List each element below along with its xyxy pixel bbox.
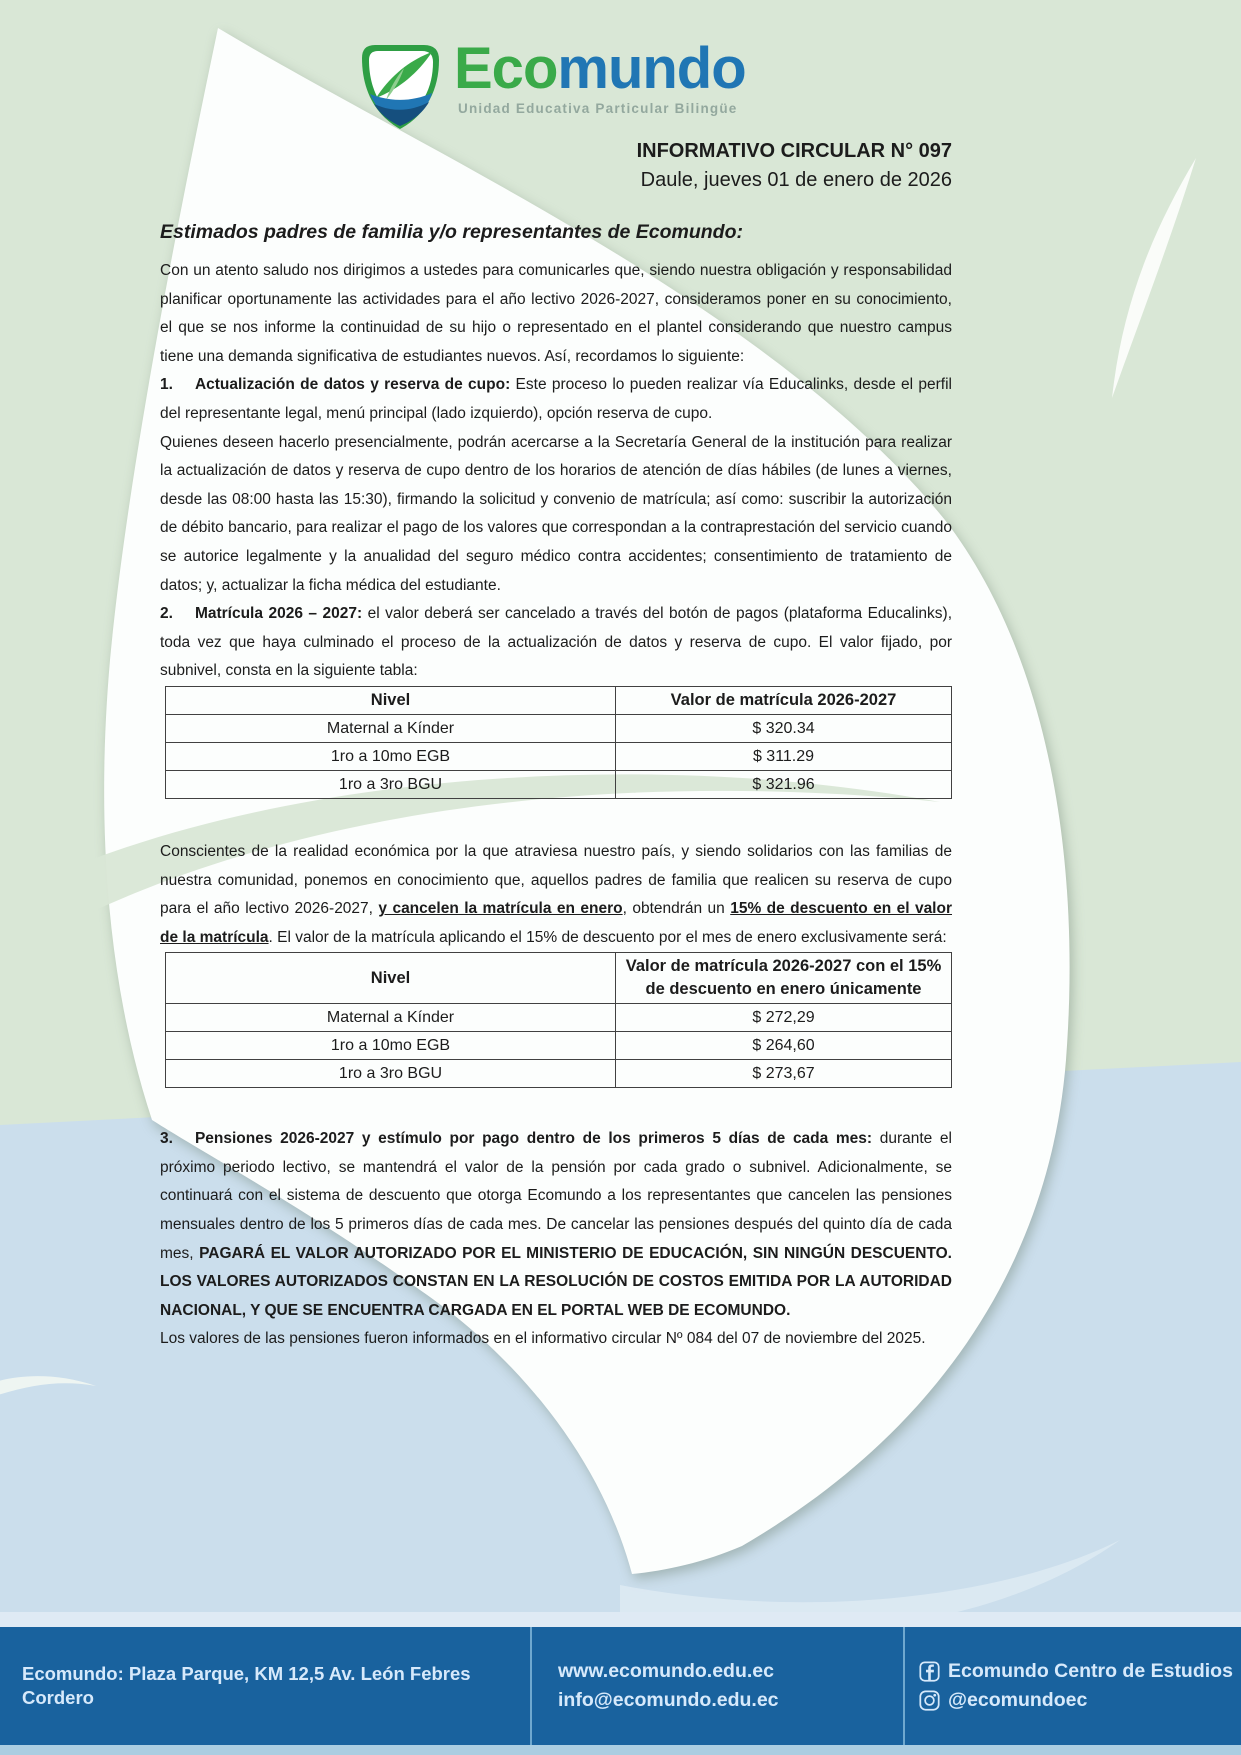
table1-cell: 1ro a 3ro BGU bbox=[166, 770, 616, 798]
intro-paragraph: Con un atento saludo nos dirigimos a ustedes para comunicarles que, siendo nuestra obligación y responsabilidad planificar oportunamente las actividades para el año lectivo 2026-2027, consideramos poner en su conocimiento, el que se nos informe la continuidad de su hijo o representado en el plantel considerando que nuestro campus tiene una demanda significativa de estudiantes nuevos. Así, recordamos lo siguiente: bbox=[160, 262, 952, 365]
document-heading bbox=[637, 137, 952, 195]
table2-cell: Maternal a Kínder bbox=[166, 1004, 616, 1032]
table2-cell: 1ro a 3ro BGU bbox=[166, 1060, 616, 1088]
table-row bbox=[166, 1060, 952, 1088]
salutation: Estimados padres de familia y/o representantes de Ecomundo: bbox=[160, 221, 744, 243]
table2-header-nivel: Nivel bbox=[166, 953, 616, 1004]
item-3-caps: PAGARÁ EL VALOR AUTORIZADO POR EL MINISTERIO DE EDUCACIÓN, SIN NINGÚN DESCUENTO. LOS VALORES AUTORIZADOS CONSTAN EN LA RESOLUCIÓN DE COSTOS EMITIDA POR LA AUTORIDAD NACIONAL, Y QUE SE ENCUENTRA CARGADA EN EL PORTAL WEB DE ECOMUNDO. bbox=[160, 1244, 952, 1319]
item-1-paragraph bbox=[160, 371, 952, 428]
table2-cell: $ 264,60 bbox=[616, 1032, 952, 1060]
item-1-text: Este proceso lo pueden realizar vía Educalinks, desde el perfil del representante legal, menú principal (lado izquierdo), opción reserva de cupo. bbox=[160, 376, 952, 422]
footer-address-label: Ecomundo: bbox=[22, 1663, 124, 1684]
item-2-paragraph bbox=[160, 600, 952, 686]
table-header-row bbox=[166, 953, 952, 1004]
item-3-title: Pensiones 2026-2027 y estímulo por pago dentro de los primeros 5 días de cada mes: bbox=[194, 1130, 873, 1148]
footer-website: www.ecomundo.edu.ec bbox=[558, 1660, 774, 1682]
table-row bbox=[166, 742, 952, 770]
table1-header-nivel: Nivel bbox=[166, 686, 616, 714]
presencial-paragraph: Quienes deseen hacerlo presencialmente, podrán acercarse a la Secretaría General de la institución para realizar la actualización de datos y reserva de cupo dentro de los horarios de atención de días hábiles (de lunes a viernes, desde las 08:00 hasta las 15:30), firmando la solicitud y convenio de matrícula; así como: suscribir la autorización de débito bancario, para realizar el pago de los valores que correspondan a la contraprestación del servicio cuando se autorice legalmente y la anualidad del seguro médico contra accidentes; consentimiento de tratamiento de datos; y, actualizar la ficha médica del estudiante. bbox=[160, 433, 952, 594]
logo-wordmark bbox=[454, 38, 746, 116]
discount-paragraph bbox=[160, 838, 952, 952]
footer-email: info@ecomundo.edu.ec bbox=[558, 1689, 779, 1711]
closing-paragraph: Los valores de las pensiones fueron informados en el informativo circular Nº 084 del 07 de noviembre del 2025. bbox=[160, 1330, 926, 1348]
footer-instagram-line bbox=[919, 1686, 1241, 1715]
footer-top-strip bbox=[0, 1612, 1241, 1627]
table1-cell: 1ro a 10mo EGB bbox=[166, 742, 616, 770]
item-2-title: Matrícula 2026 – 2027: bbox=[194, 605, 363, 623]
circular-title: INFORMATIVO CIRCULAR N° 097 bbox=[636, 140, 952, 162]
footer-address-column bbox=[0, 1627, 530, 1745]
item-3-number: 3. bbox=[160, 1130, 173, 1148]
item-3-text: durante el próximo periodo lectivo, se mantendrá el valor de la pensión por cada grado o subnivel. Adicionalmente, se continuará con el sistema de descuento que otorga Ecomundo a los representantes que cancelen las pensiones mensuales dentro de los 5 primeros días de cada mes. De cancelar las pensiones después del quinto día de cada mes, bbox=[160, 1130, 952, 1262]
brand-mundo: mundo bbox=[557, 36, 746, 101]
table-header-row bbox=[166, 686, 952, 714]
footer-facebook-text: Ecomundo Centro de Estudios bbox=[948, 1660, 1233, 1682]
table-row bbox=[166, 770, 952, 798]
table1-cell: $ 320.34 bbox=[616, 714, 952, 742]
footer-bar bbox=[0, 1627, 1241, 1745]
table1-header-valor: Valor de matrícula 2026-2027 bbox=[616, 686, 952, 714]
item-3-paragraph bbox=[160, 1125, 952, 1325]
discount-pre: Conscientes de la realidad económica por la que atraviesa nuestro país, y siendo solidarios con las familias de nuestra comunidad, ponemos en conocimiento que, aquellos padres de familia que realicen su reserva de cupo para el año lectivo 2026-2027, bbox=[160, 842, 952, 918]
table-row bbox=[166, 714, 952, 742]
matricula-table bbox=[165, 686, 952, 799]
footer-bottom-strip bbox=[0, 1745, 1241, 1755]
table2-cell: 1ro a 10mo EGB bbox=[166, 1032, 616, 1060]
ecomundo-logo bbox=[352, 38, 746, 134]
item-2-text: el valor deberá ser cancelado a través del botón de pagos (plataforma Educalinks), toda vez que haya culminado el proceso de la actualización de datos y reserva de cupo. El valor fijado, por subnivel, consta en la siguiente tabla: bbox=[160, 605, 952, 680]
table-row bbox=[166, 1004, 952, 1032]
footer-instagram-text: @ecomundoec bbox=[948, 1689, 1088, 1711]
footer-web-column bbox=[530, 1627, 905, 1745]
discount-post: . El valor de la matrícula aplicando el 15% de descuento por el mes de enero exclusivamente será: bbox=[268, 928, 947, 946]
footer-facebook-line bbox=[919, 1657, 1241, 1686]
footer-social-column bbox=[905, 1627, 1241, 1745]
matricula-descuento-table bbox=[165, 952, 952, 1088]
table-row bbox=[166, 1032, 952, 1060]
table1-cell: $ 311.29 bbox=[616, 742, 952, 770]
brand-name bbox=[454, 38, 746, 100]
discount-underline-1: y cancelen la matrícula en enero bbox=[378, 900, 623, 918]
circular-date: Daule, jueves 01 de enero de 2026 bbox=[640, 169, 952, 191]
instagram-icon bbox=[919, 1690, 940, 1711]
ecomundo-leaf-globe-icon bbox=[352, 38, 448, 134]
footer-address bbox=[22, 1662, 530, 1710]
brand-eco: Eco bbox=[454, 36, 558, 101]
table2-cell: $ 273,67 bbox=[616, 1060, 952, 1088]
table1-cell: Maternal a Kínder bbox=[166, 714, 616, 742]
logo-tagline: Unidad Educativa Particular Bilingüe bbox=[458, 101, 738, 116]
item-2-number: 2. bbox=[160, 605, 173, 623]
table2-cell: $ 272,29 bbox=[616, 1004, 952, 1032]
footer-address-text: Plaza Parque, KM 12,5 Av. León Febres Cordero bbox=[22, 1663, 471, 1708]
letter-body bbox=[160, 221, 952, 1354]
discount-underline-2: 15% de descuento en el valor de la matrícula bbox=[160, 900, 952, 946]
table2-header-valor: Valor de matrícula 2026-2027 con el 15% de descuento en enero únicamente bbox=[616, 953, 952, 1004]
facebook-icon bbox=[919, 1661, 940, 1682]
discount-mid: , obtendrán un bbox=[622, 900, 731, 918]
item-1-number: 1. bbox=[160, 376, 173, 394]
table1-cell: $ 321.96 bbox=[616, 770, 952, 798]
item-1-title: Actualización de datos y reserva de cupo: bbox=[194, 376, 511, 394]
